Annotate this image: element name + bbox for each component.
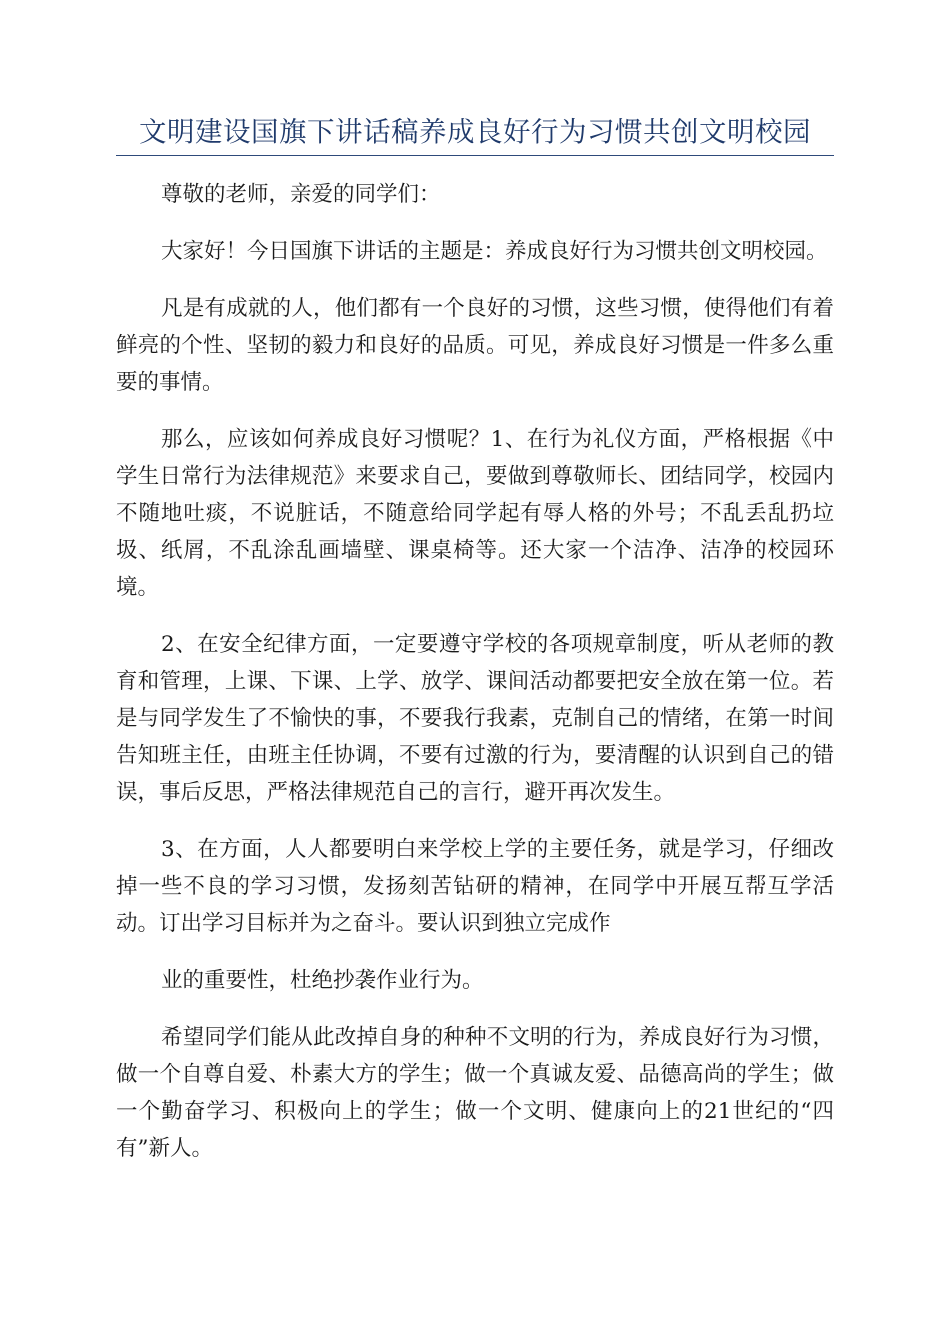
paragraph-etiquette: 那么，应该如何养成良好习惯呢？1、在行为礼仪方面，严格根据《中学生日常行为法律规范》来要求自己，要做到尊敬师长、团结同学，校园内不随地吐痰，不说脏话，不随意给同学起有辱人格的外号；不乱丢乱扔垃圾、纸屑，不乱涂乱画墙壁、课桌椅等。还大家一个洁净、洁净的校园环境。 <box>116 427 834 600</box>
paragraph-study: 3、在方面，人人都要明白来学校上学的主要任务，就是学习，仔细改掉一些不良的学习习惯，发扬刻苦钻研的精神，在同学中开展互帮互学活动。订出学习目标并为之奋斗。要认识到独立完成作 <box>116 837 834 936</box>
paragraph-closing: 希望同学们能从此改掉自身的种种不文明的行为，养成良好行为习惯，做一个自尊自爱、朴素大方的学生；做一个真诚友爱、品德高尚的学生；做一个勤奋学习、积极向上的学生；做一个文明、健康向上的21世纪的“四有”新人。 <box>116 1025 834 1161</box>
paragraph-greeting: 大家好！今日国旗下讲话的主题是：养成良好行为习惯共创文明校园。 <box>161 239 828 264</box>
title-block <box>116 112 834 156</box>
paragraph-habits-intro: 凡是有成就的人，他们都有一个良好的习惯，这些习惯，使得他们有着鲜亮的个性、坚韧的毅力和良好的品质。可见，养成良好习惯是一件多么重要的事情。 <box>116 296 834 395</box>
document-title: 文明建设国旗下讲话稿养成良好行为习惯共创文明校园 <box>139 116 811 148</box>
paragraph-homework: 业的重要性，杜绝抄袭作业行为。 <box>161 968 484 993</box>
document-body <box>116 176 834 1187</box>
paragraph-safety: 2、在安全纪律方面，一定要遵守学校的各项规章制度，听从老师的教育和管理，上课、下课、上学、放学、课间活动都要把安全放在第一位。若是与同学发生了不愉快的事，不要我行我素，克制自己的情绪，在第一时间告知班主任，由班主任协调，不要有过激的行为，要清醒的认识到自己的错误，事后反思，严格法律规范自己的言行，避开再次发生。 <box>116 632 834 805</box>
paragraph-salutation: 尊敬的老师，亲爱的同学们： <box>161 182 441 207</box>
